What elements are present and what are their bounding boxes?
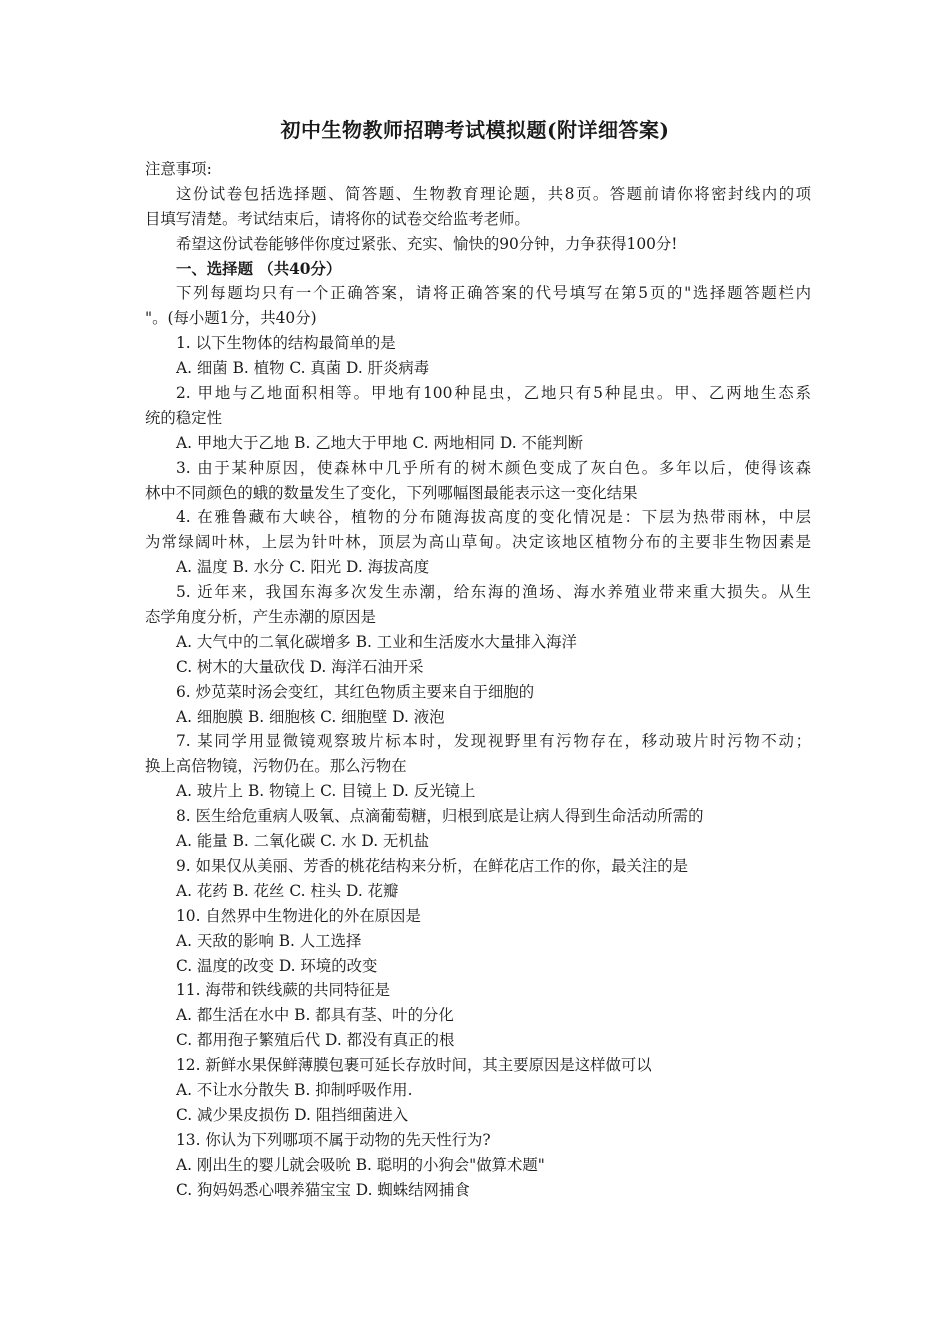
text-line: 4. 在雅鲁藏布大峡谷，植物的分布随海拔高度的变化情况是：下层为热带雨林，中层 xyxy=(176,508,811,527)
text-line: A. 温度 B. 水分 C. 阳光 D. 海拔高度 xyxy=(176,558,430,577)
text-line: 12. 新鲜水果保鲜薄膜包裹可延长存放时间，其主要原因是这样做可以 xyxy=(176,1056,652,1075)
text-line: A. 大气中的二氧化碳增多 B. 工业和生活废水大量排入海洋 xyxy=(176,632,577,651)
text-line: A. 能量 B. 二氧化碳 C. 水 D. 无机盐 xyxy=(176,832,430,851)
text-line: 目填写清楚。考试结束后，请将你的试卷交给监考老师。 xyxy=(145,209,530,228)
text-line: A. 玻片上 B. 物镜上 C. 目镜上 D. 反光镜上 xyxy=(176,782,476,801)
text-line: C. 减少果皮损伤 D. 阻挡细菌进入 xyxy=(176,1105,409,1124)
text-line: 林中不同颜色的蛾的数量发生了变化，下列哪幅图最能表示这一变化结果 xyxy=(145,483,638,502)
section-heading: 一、选择题 （共40分） xyxy=(176,259,342,278)
text-line: 这份试卷包括选择题、简答题、生物教育理论题，共8页。答题前请你将密封线内的项 xyxy=(176,184,811,203)
text-line: 态学角度分析，产生赤潮的原因是 xyxy=(145,608,376,627)
text-line: 5. 近年来，我国东海多次发生赤潮，给东海的渔场、海水养殖业带来重大损失。从生 xyxy=(176,583,811,602)
text-line: A. 甲地大于乙地 B. 乙地大于甲地 C. 两地相同 D. 不能判断 xyxy=(176,433,584,452)
text-line: A. 细菌 B. 植物 C. 真菌 D. 肝炎病毒 xyxy=(176,359,430,378)
text-line: "。(每小题1分，共40分) xyxy=(145,309,317,328)
text-line: 统的稳定性 xyxy=(145,408,222,427)
text-line: 6. 炒苋菜时汤会变红，其红色物质主要来自于细胞的 xyxy=(176,682,535,701)
text-line: A. 不让水分散失 B. 抑制呼吸作用. xyxy=(176,1080,413,1099)
text-line: 2. 甲地与乙地面积相等。甲地有100种昆虫，乙地只有5种昆虫。甲、乙两地生态系 xyxy=(176,384,811,403)
text-line: A. 天敌的影响 B. 人工选择 xyxy=(176,931,362,950)
text-line: C. 都用孢子繁殖后代 D. 都没有真正的根 xyxy=(176,1031,455,1050)
text-line: C. 狗妈妈悉心喂养猫宝宝 D. 蜘蛛结网捕食 xyxy=(176,1180,470,1199)
text-line: A. 花药 B. 花丝 C. 柱头 D. 花瓣 xyxy=(176,881,399,900)
text-line: 1. 以下生物体的结构最简单的是 xyxy=(176,334,396,353)
text-line: A. 刚出生的婴儿就会吸吮 B. 聪明的小狗会"做算术题" xyxy=(176,1155,545,1174)
text-line: A. 都生活在水中 B. 都具有茎、叶的分化 xyxy=(176,1006,454,1025)
text-line: C. 温度的改变 D. 环境的改变 xyxy=(176,956,378,975)
text-line: 希望这份试卷能够伴你度过紧张、充实、愉快的90分钟，力争获得100分! xyxy=(176,234,678,253)
text-line: 3. 由于某种原因，使森林中几乎所有的树木颜色变成了灰白色。多年以后，使得该森 xyxy=(176,458,811,477)
text-line: 9. 如果仅从美丽、芳香的桃花结构来分析，在鲜花店工作的你，最关注的是 xyxy=(176,856,689,875)
text-line: 8. 医生给危重病人吸氧、点滴葡萄糖，归根到底是让病人得到生命活动所需的 xyxy=(176,807,704,826)
document-body xyxy=(145,157,811,1202)
text-line: 13. 你认为下列哪项不属于动物的先天性行为? xyxy=(176,1130,491,1149)
document-title: 初中生物教师招聘考试模拟题(附详细答案) xyxy=(280,118,670,142)
text-line: 换上高倍物镜，污物仍在。那么污物在 xyxy=(145,757,407,776)
text-line: 11. 海带和铁线蕨的共同特征是 xyxy=(176,981,391,1000)
text-line: 下列每题均只有一个正确答案，请将正确答案的代号填写在第5页的"选择题答题栏内 xyxy=(176,284,811,303)
text-line: C. 树木的大量砍伐 D. 海洋石油开采 xyxy=(176,657,424,676)
text-line: 为常绿阔叶林，上层为针叶林，顶层为高山草甸。决定该地区植物分布的主要非生物因素是 xyxy=(145,533,811,552)
text-line: 7. 某同学用显微镜观察玻片标本时，发现视野里有污物存在，移动玻片时污物不动； xyxy=(176,732,811,751)
text-line: 注意事项: xyxy=(145,160,212,178)
text-line: 10. 自然界中生物进化的外在原因是 xyxy=(176,906,421,925)
text-line: A. 细胞膜 B. 细胞核 C. 细胞壁 D. 液泡 xyxy=(176,707,445,726)
